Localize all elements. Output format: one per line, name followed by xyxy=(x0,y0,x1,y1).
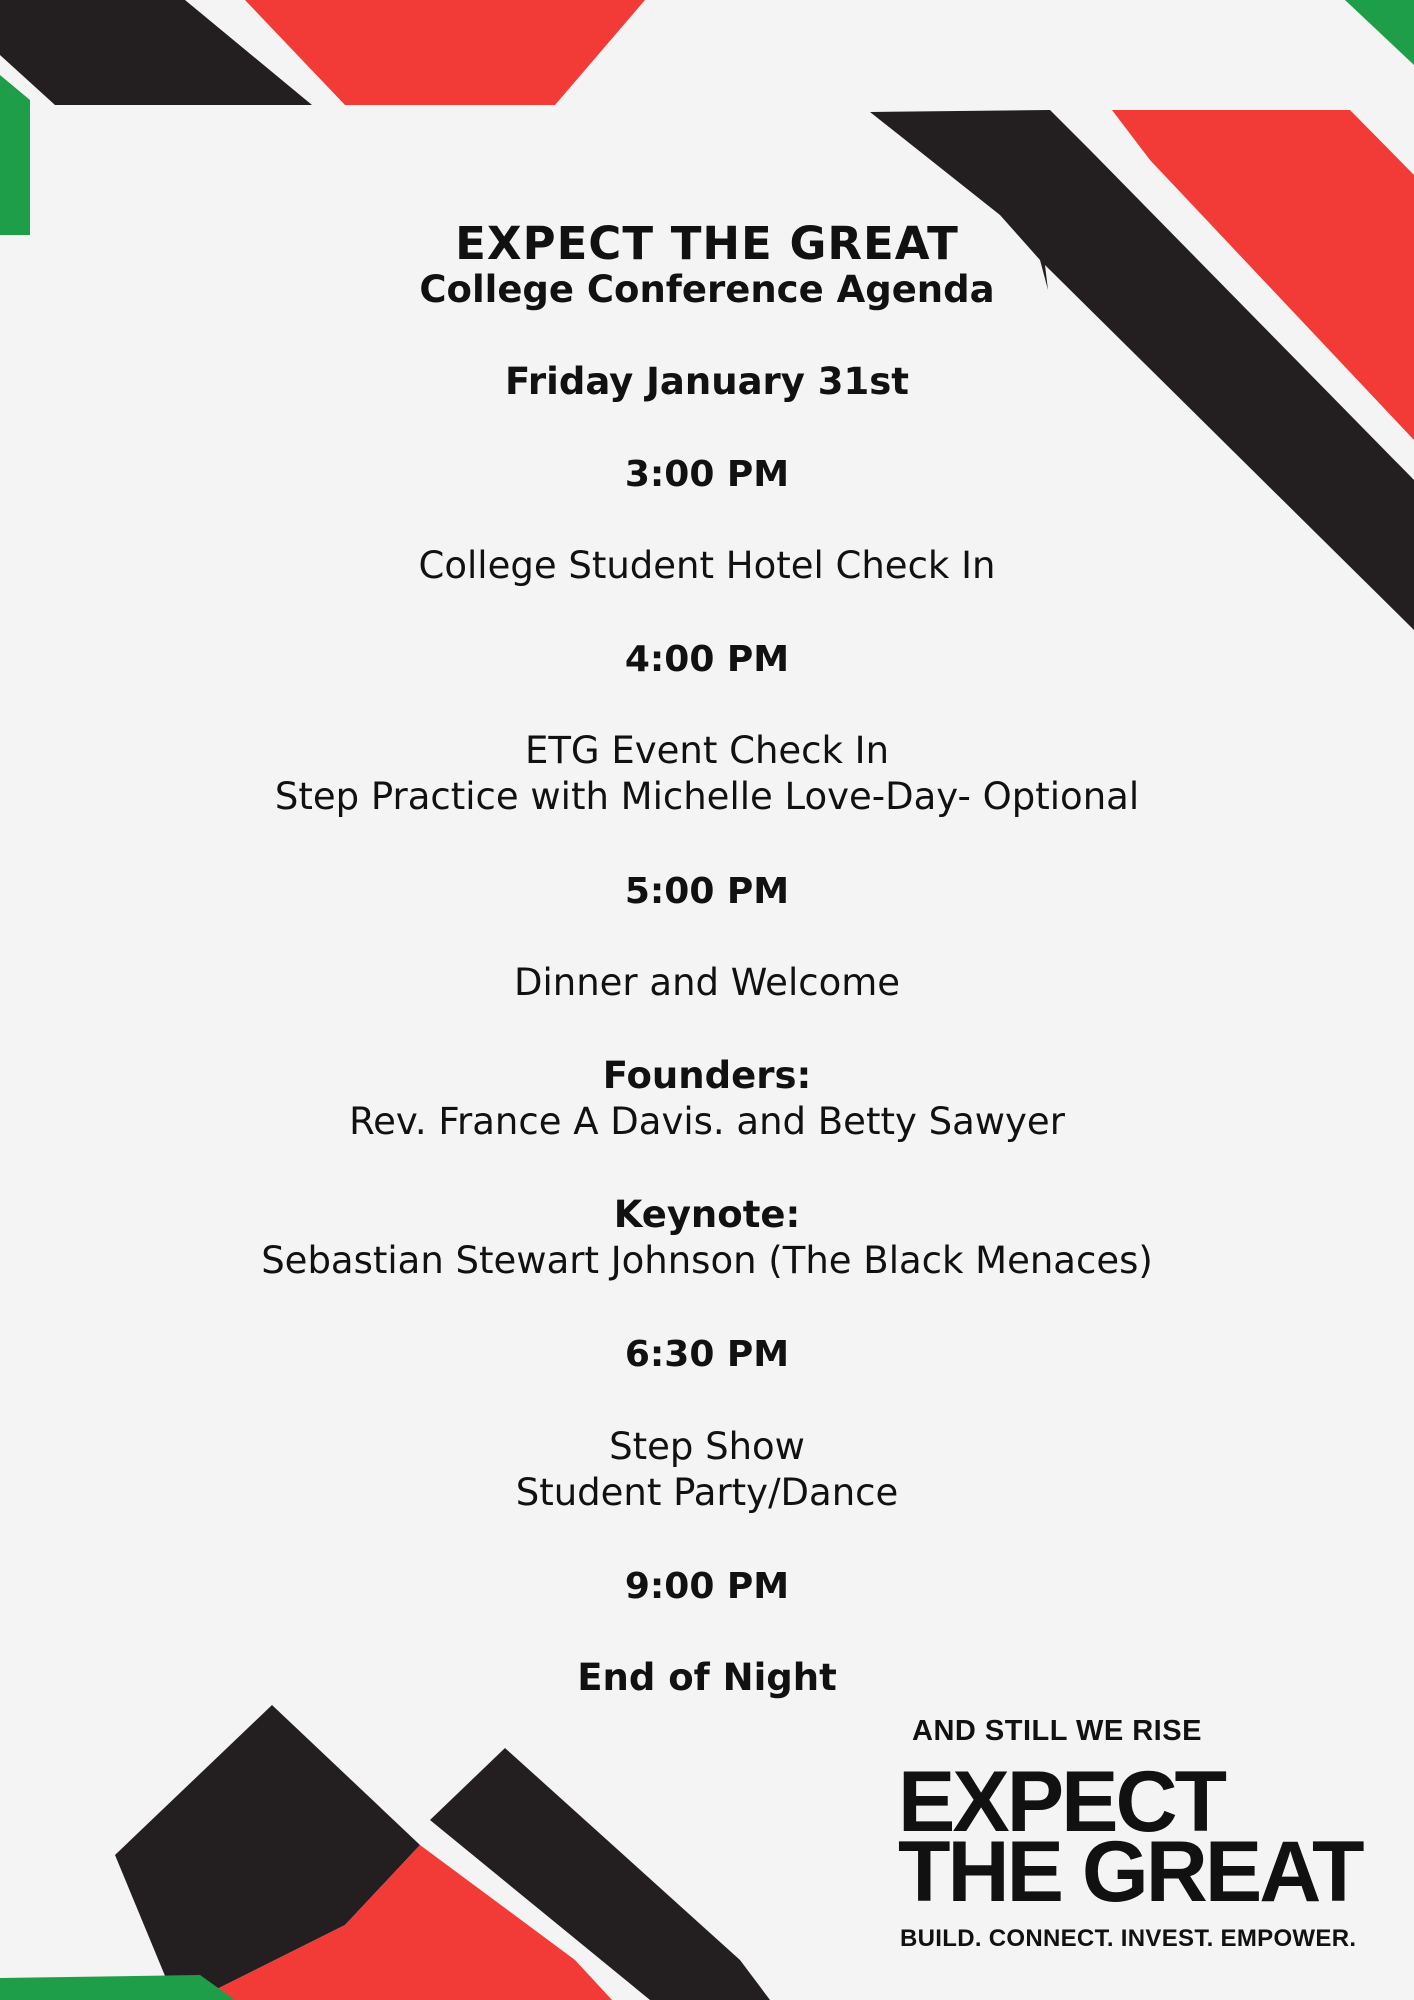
founders-names: Rev. France A Davis. and Betty Sawyer xyxy=(349,1100,1065,1143)
agenda-desc-2a: ETG Event Check In xyxy=(524,729,890,772)
agenda-desc-4a: Step Show xyxy=(609,1425,805,1468)
keynote-name: Sebastian Stewart Johnson (The Black Menaces) xyxy=(261,1239,1153,1282)
page-subtitle: College Conference Agenda xyxy=(419,268,995,311)
stripe-green-bottom-left xyxy=(0,1975,235,2000)
stripe-green-top-right xyxy=(1345,0,1414,65)
agenda-desc-3: Dinner and Welcome xyxy=(513,961,901,1004)
keynote-label: Keynote: xyxy=(613,1193,801,1236)
founders-label: Founders: xyxy=(602,1054,812,1097)
page-title: EXPECT THE GREAT xyxy=(455,217,959,270)
stripe-green-top-left xyxy=(0,75,30,235)
tagline-bottom: BUILD. CONNECT. INVEST. EMPOWER. xyxy=(900,1925,1357,1952)
tagline-top: AND STILL WE RISE xyxy=(912,1715,1202,1747)
agenda-time-4: 6:30 PM xyxy=(624,1334,790,1375)
agenda-time-1: 3:00 PM xyxy=(624,454,790,495)
agenda-desc-1: College Student Hotel Check In xyxy=(418,544,996,587)
agenda-desc-5: End of Night xyxy=(577,1656,837,1699)
logo-line-1: EXPECT xyxy=(898,1754,1225,1850)
agenda-desc-2b: Step Practice with Michelle Love-Day- Optional xyxy=(274,775,1140,818)
event-date: Friday January 31st xyxy=(505,360,909,403)
agenda-time-5: 9:00 PM xyxy=(624,1566,790,1607)
agenda-time-3: 5:00 PM xyxy=(624,871,790,912)
agenda-time-2: 4:00 PM xyxy=(624,639,790,680)
agenda-desc-4b: Student Party/Dance xyxy=(515,1471,899,1514)
logo-line-2: THE GREAT xyxy=(898,1824,1362,1920)
stripe-red-top-left xyxy=(245,0,645,105)
